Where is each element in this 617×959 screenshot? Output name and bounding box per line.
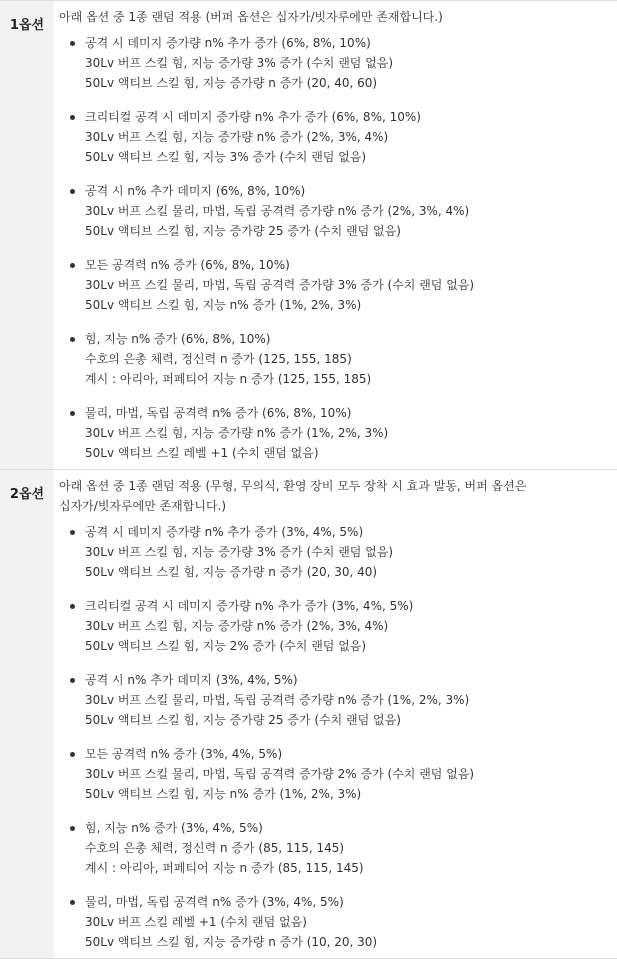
list-item xyxy=(85,892,611,952)
list-item xyxy=(85,818,611,878)
bullet-icon xyxy=(70,41,75,46)
bullet-icon xyxy=(70,900,75,905)
item-line: 계시 : 아리아, 퍼페티어 지능 n 증가 (125, 155, 185) xyxy=(85,372,372,386)
option-list-2 xyxy=(59,522,611,952)
item-line: 50Lv 액티브 스킬 힘, 지능 n% 증가 (1%, 2%, 3%) xyxy=(85,787,362,801)
item-line: 30Lv 버프 스킬 힘, 지능 증가량 3% 증가 (수치 랜덤 없음) xyxy=(85,545,394,559)
bullet-icon xyxy=(70,263,75,268)
list-item xyxy=(85,33,611,93)
option-row-1 xyxy=(0,1,617,470)
item-line: 크리티컬 공격 시 데미지 증가량 n% 추가 증가 (6%, 8%, 10%) xyxy=(85,110,421,124)
item-line: 공격 시 n% 추가 데미지 (3%, 4%, 5%) xyxy=(85,673,298,687)
list-item xyxy=(85,670,611,730)
item-line: 수호의 은총 체력, 정신력 n 증가 (85, 115, 145) xyxy=(85,841,345,855)
list-item xyxy=(85,255,611,315)
bullet-icon xyxy=(70,115,75,120)
bullet-icon xyxy=(70,189,75,194)
list-item xyxy=(85,403,611,463)
item-line: 모든 공격력 n% 증가 (6%, 8%, 10%) xyxy=(85,258,290,272)
option-intro-2 xyxy=(59,476,611,516)
item-line: 50Lv 액티브 스킬 힘, 지능 3% 증가 (수치 랜덤 없음) xyxy=(85,150,367,164)
item-line: 30Lv 버프 스킬 물리, 마법, 독립 공격력 증가량 2% 증가 (수치 랜덤 없음) xyxy=(85,767,475,781)
item-line: 50Lv 액티브 스킬 레벨 +1 (수치 랜덤 없음) xyxy=(85,446,319,460)
bullet-icon xyxy=(70,678,75,683)
item-line: 30Lv 버프 스킬 힘, 지능 증가량 3% 증가 (수치 랜덤 없음) xyxy=(85,56,394,70)
option-content-1 xyxy=(54,1,617,470)
item-line: 30Lv 버프 스킬 힘, 지능 증가량 n% 증가 (2%, 3%, 4%) xyxy=(85,130,389,144)
item-line: 50Lv 액티브 스킬 힘, 지능 증가량 n 증가 (10, 20, 30) xyxy=(85,935,378,949)
item-line: 물리, 마법, 독립 공격력 n% 증가 (6%, 8%, 10%) xyxy=(85,406,352,420)
list-item xyxy=(85,744,611,804)
list-item xyxy=(85,181,611,241)
bullet-icon xyxy=(70,411,75,416)
bullet-icon xyxy=(70,530,75,535)
item-line: 30Lv 버프 스킬 물리, 마법, 독립 공격력 증가량 n% 증가 (2%, 3%, 4%) xyxy=(85,204,470,218)
list-item xyxy=(85,596,611,656)
item-line: 공격 시 데미지 증가량 n% 추가 증가 (3%, 4%, 5%) xyxy=(85,525,364,539)
item-line: 30Lv 버프 스킬 힘, 지능 증가량 n% 증가 (1%, 2%, 3%) xyxy=(85,426,389,440)
option-label-1: 1옵션 xyxy=(0,1,54,470)
item-line: 계시 : 아리아, 퍼페티어 지능 n 증가 (85, 115, 145) xyxy=(85,861,364,875)
item-line: 물리, 마법, 독립 공격력 n% 증가 (3%, 4%, 5%) xyxy=(85,895,344,909)
item-line: 모든 공격력 n% 증가 (3%, 4%, 5%) xyxy=(85,747,283,761)
list-item xyxy=(85,107,611,167)
item-line: 30Lv 버프 스킬 물리, 마법, 독립 공격력 증가량 n% 증가 (1%, 2%, 3%) xyxy=(85,693,470,707)
item-line: 크리티컬 공격 시 데미지 증가량 n% 추가 증가 (3%, 4%, 5%) xyxy=(85,599,414,613)
intro-line: 아래 옵션 중 1종 랜덤 적용 (무형, 무의식, 환영 장비 모두 장착 시 효과 발동, 버퍼 옵션은 xyxy=(59,479,527,493)
item-line: 50Lv 액티브 스킬 힘, 지능 n% 증가 (1%, 2%, 3%) xyxy=(85,298,362,312)
bullet-icon xyxy=(70,337,75,342)
option-intro-1: 아래 옵션 중 1종 랜덤 적용 (버퍼 옵션은 십자가/빗자루에만 존재합니다.) xyxy=(59,10,443,24)
bullet-icon xyxy=(70,752,75,757)
item-line: 30Lv 버프 스킬 물리, 마법, 독립 공격력 증가량 3% 증가 (수치 랜덤 없음) xyxy=(85,278,475,292)
item-line: 수호의 은총 체력, 정신력 n 증가 (125, 155, 185) xyxy=(85,352,352,366)
item-line: 50Lv 액티브 스킬 힘, 지능 2% 증가 (수치 랜덤 없음) xyxy=(85,639,367,653)
bullet-icon xyxy=(70,826,75,831)
item-line: 30Lv 버프 스킬 레벨 +1 (수치 랜덤 없음) xyxy=(85,915,307,929)
option-list-1 xyxy=(59,33,611,463)
option-row-2 xyxy=(0,470,617,959)
list-item xyxy=(85,329,611,389)
option-label-2: 2옵션 xyxy=(0,470,54,959)
item-line: 50Lv 액티브 스킬 힘, 지능 증가량 n 증가 (20, 40, 60) xyxy=(85,76,378,90)
item-line: 30Lv 버프 스킬 힘, 지능 증가량 n% 증가 (2%, 3%, 4%) xyxy=(85,619,389,633)
option-content-2 xyxy=(54,470,617,959)
item-line: 힘, 지능 n% 증가 (6%, 8%, 10%) xyxy=(85,332,271,346)
intro-line: 십자가/빗자루에만 존재합니다.) xyxy=(59,499,227,513)
item-line: 공격 시 n% 추가 데미지 (6%, 8%, 10%) xyxy=(85,184,306,198)
list-item xyxy=(85,522,611,582)
item-line: 힘, 지능 n% 증가 (3%, 4%, 5%) xyxy=(85,821,263,835)
item-line: 50Lv 액티브 스킬 힘, 지능 증가량 25 증가 (수치 랜덤 없음) xyxy=(85,713,401,727)
item-line: 공격 시 데미지 증가량 n% 추가 증가 (6%, 8%, 10%) xyxy=(85,36,371,50)
item-line: 50Lv 액티브 스킬 힘, 지능 증가량 n 증가 (20, 30, 40) xyxy=(85,565,378,579)
item-line: 50Lv 액티브 스킬 힘, 지능 증가량 25 증가 (수치 랜덤 없음) xyxy=(85,224,401,238)
bullet-icon xyxy=(70,604,75,609)
